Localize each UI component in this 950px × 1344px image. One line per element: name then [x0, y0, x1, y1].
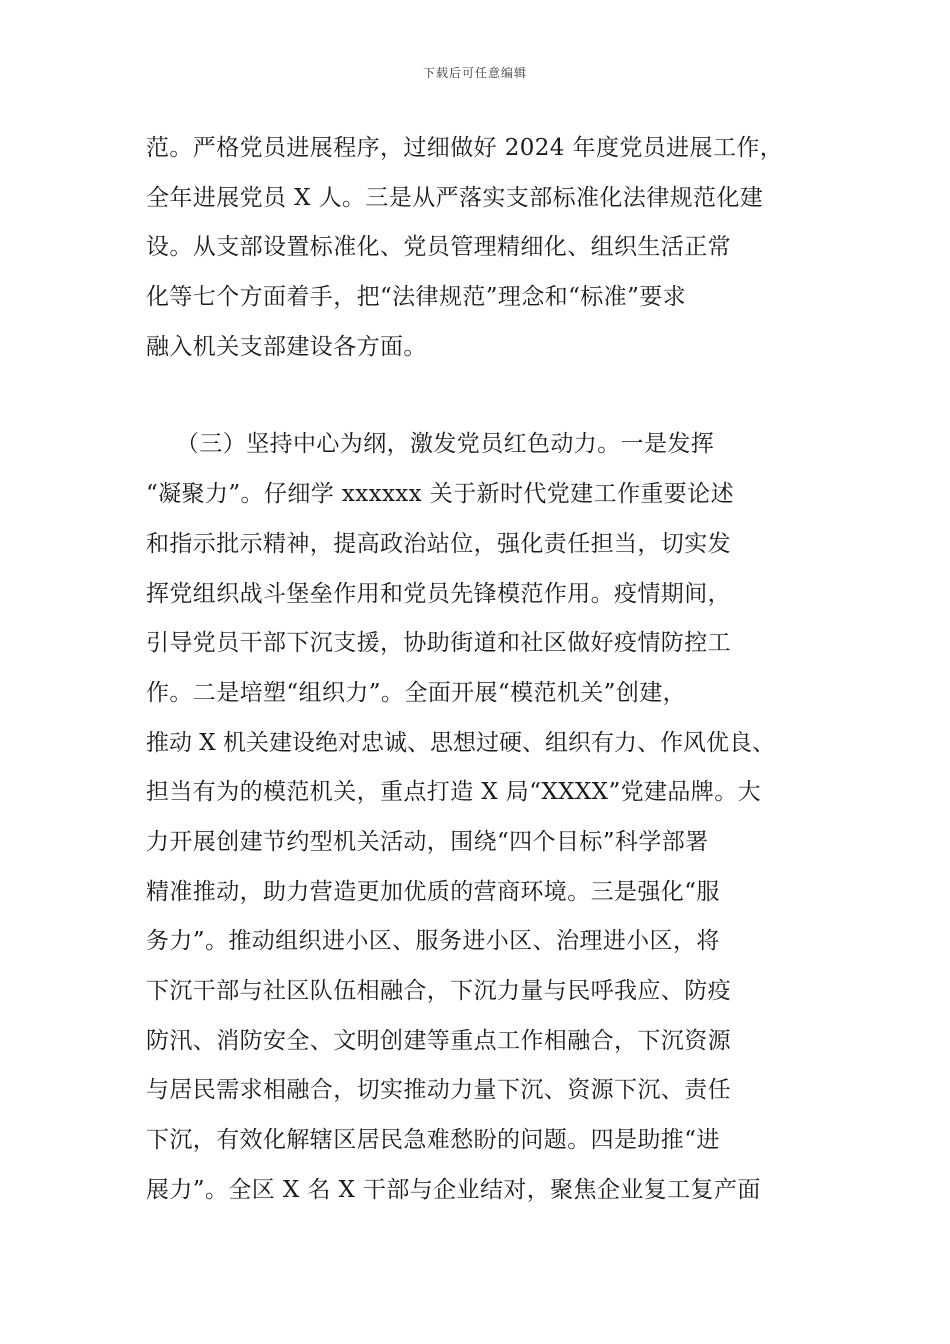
paragraph-line: 展力”。全区 X 名 X 干部与企业结对，聚焦企业复工复产面	[146, 1176, 761, 1203]
paragraph-line: 和指示批示精神，提高政治站位，强化责任担当，切实发	[146, 530, 731, 557]
paragraph-line: 务力”。推动组织进小区、服务进小区、治理进小区，将	[146, 928, 720, 955]
paragraph-line: 作。二是培塑“组织力”。全面开展“模范机关”创建，	[146, 679, 687, 706]
paragraph-line: 下沉干部与社区队伍相融合，下沉力量与民呼我应、防疫	[146, 978, 731, 1004]
paragraph-line: 全年进展党员 X 人。三是从严落实支部标准化法律规范化建	[146, 184, 764, 211]
paragraph-line: 引导党员干部下沉支援，协助街道和社区做好疫情防控工	[146, 630, 731, 657]
paragraph-line: 融入机关支部建设各方面。	[146, 333, 427, 360]
paragraph-line: 精准推动，助力营造更加优质的营商环境。三是强化“服	[146, 878, 720, 905]
paragraph-line: 设。从支部设置标准化、党员管理精细化、组织生活正常	[146, 234, 731, 261]
document-body	[146, 124, 836, 1215]
paragraph-line: 化等七个方面着手，把“法律规范”理念和“标准”要求	[146, 284, 687, 311]
paragraph-line: 与居民需求相融合，切实推动力量下沉、资源下沉、责任	[146, 1077, 731, 1104]
paragraph-line: 担当有为的模范机关，重点打造 X 局“XXXX”党建品牌。大	[146, 779, 762, 806]
paragraph-line: 推动 X 机关建设绝对忠诚、思想过硬、组织有力、作风优良、	[146, 729, 775, 756]
paragraph-2	[146, 420, 836, 1215]
paragraph-line: 挥党组织战斗堡垒作用和党员先锋模范作用。疫情期间，	[146, 580, 731, 607]
paragraph-line: 力开展创建节约型机关活动，围绕“四个目标”科学部署	[146, 828, 709, 855]
paragraph-line: 范。严格党员进展程序，过细做好 2024 年度党员进展工作，	[146, 135, 784, 161]
page-header-note: 下载后可任意编辑	[422, 66, 527, 80]
paragraph-line-indented: （三）坚持中心为纲，激发党员红色动力。一是发挥	[176, 431, 715, 458]
paragraph-line: 防汛、消防安全、文明创建等重点工作相融合，下沉资源	[146, 1027, 731, 1054]
paragraph-spacer	[146, 372, 836, 420]
paragraph-1	[146, 124, 836, 372]
paragraph-line: 下沉，有效化解辖区居民急难愁盼的问题。四是助推“进	[146, 1127, 720, 1154]
paragraph-line: “凝聚力”。仔细学 xxxxxx 关于新时代党建工作重要论述	[146, 481, 734, 508]
